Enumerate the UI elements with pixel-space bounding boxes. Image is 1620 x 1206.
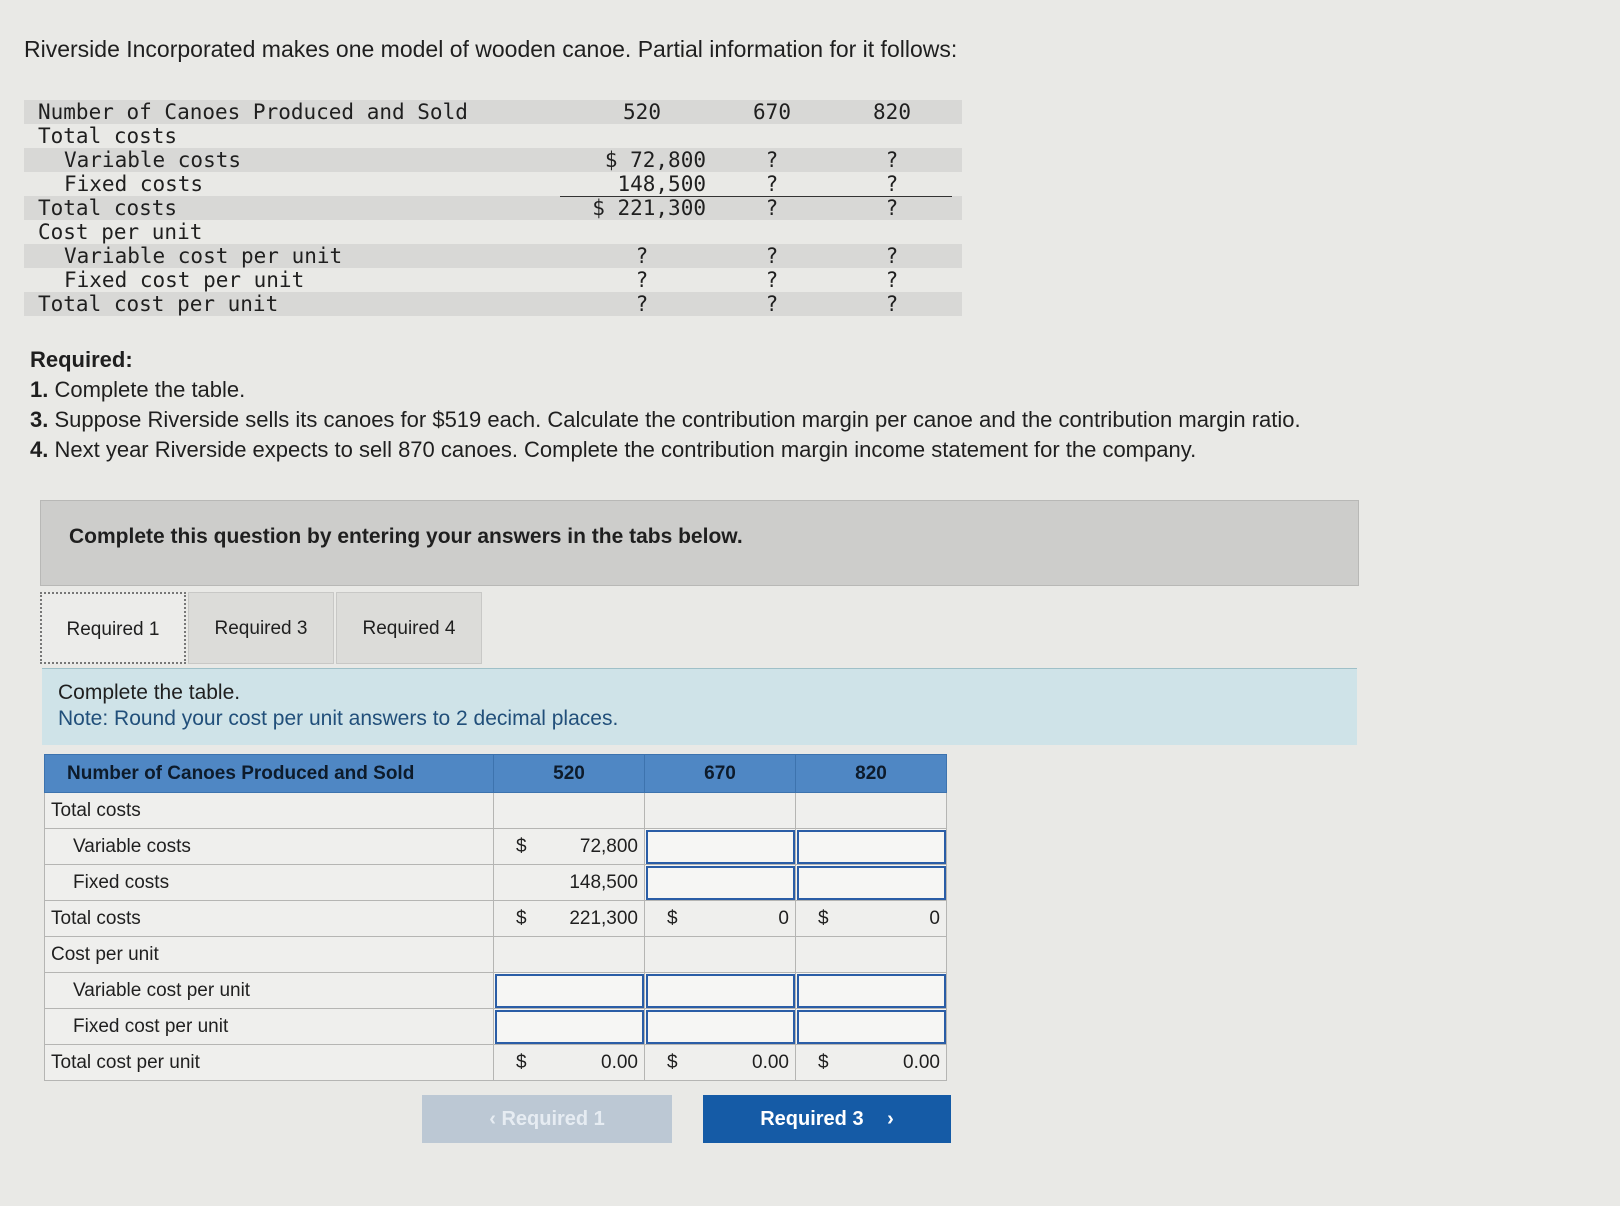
- row-label: Fixed costs: [45, 865, 494, 901]
- tab-required-3[interactable]: Required 3: [188, 592, 334, 664]
- given-value: $ 221,300: [592, 196, 706, 220]
- given-label: Total cost per unit: [38, 292, 279, 316]
- given-col-670: 670: [753, 100, 791, 124]
- instruction-text: Complete this question by entering your answers in the tabs below.: [69, 525, 743, 548]
- var-cpu-520-input[interactable]: [494, 973, 645, 1009]
- total-cpu-520: $ 0.00: [494, 1045, 645, 1081]
- given-col-820: 820: [873, 100, 911, 124]
- given-row: [24, 220, 962, 244]
- intro-text: Riverside Incorporated makes one model of wooden canoe. Partial information for it follows:: [24, 36, 958, 62]
- prev-button[interactable]: [422, 1095, 672, 1143]
- variable-costs-520: $ 72,800: [494, 829, 645, 865]
- answer-header-label: Number of Canoes Produced and Sold: [45, 755, 494, 793]
- given-row: [24, 172, 962, 196]
- answer-header-520: 520: [494, 755, 645, 793]
- answer-table: [44, 754, 947, 1081]
- given-row: [24, 292, 962, 316]
- given-label: Total costs: [38, 196, 178, 220]
- note-line-1: Complete the table.: [58, 681, 241, 704]
- tab-required-4[interactable]: Required 4: [336, 592, 482, 664]
- tab-bar: [40, 592, 484, 664]
- given-value: ?: [765, 292, 779, 316]
- given-table: [24, 100, 962, 316]
- given-value: ?: [885, 244, 899, 268]
- total-costs-820: $ 0: [796, 901, 947, 937]
- instruction-banner: [40, 500, 1359, 586]
- given-value: ?: [885, 292, 899, 316]
- given-row: [24, 244, 962, 268]
- table-row: [45, 1045, 947, 1081]
- table-row: [45, 793, 947, 829]
- note-box: [42, 668, 1357, 745]
- table-row: [45, 937, 947, 973]
- row-label: Fixed cost per unit: [45, 1009, 494, 1045]
- given-row: [24, 124, 962, 148]
- table-row: [45, 829, 947, 865]
- given-header-label: Number of Canoes Produced and Sold: [38, 100, 468, 124]
- row-label: Cost per unit: [45, 937, 494, 973]
- required-section: [30, 345, 1301, 465]
- table-row: [45, 901, 947, 937]
- given-value: ?: [765, 268, 779, 292]
- total-cpu-820: $ 0.00: [796, 1045, 947, 1081]
- row-label: Total costs: [45, 901, 494, 937]
- total-cpu-670: $ 0.00: [645, 1045, 796, 1081]
- fixed-cpu-820-input[interactable]: [796, 1009, 947, 1045]
- row-label: Variable costs: [45, 829, 494, 865]
- required-item: 4. Next year Riverside expects to sell 870 canoes. Complete the contribution margin income statement for the company.: [30, 437, 1197, 462]
- chevron-right-icon: ›: [887, 1108, 894, 1130]
- given-row: [24, 196, 962, 220]
- given-value: ?: [765, 148, 779, 172]
- given-label: Total costs: [38, 124, 178, 148]
- table-row: [45, 973, 947, 1009]
- required-item: 3. Suppose Riverside sells its canoes for $519 each. Calculate the contribution margin per canoe and the contribution margin ratio.: [30, 407, 1301, 432]
- given-label: Variable costs: [64, 148, 242, 172]
- given-value: ?: [885, 172, 899, 196]
- fixed-costs-820-input[interactable]: [796, 865, 947, 901]
- given-value: ?: [885, 268, 899, 292]
- total-costs-520: $ 221,300: [494, 901, 645, 937]
- row-label: Total cost per unit: [45, 1045, 494, 1081]
- variable-costs-670-input[interactable]: [645, 829, 796, 865]
- next-button-label: Required 3: [760, 1108, 864, 1130]
- given-label: Variable cost per unit: [64, 244, 343, 268]
- required-title: Required:: [30, 347, 133, 372]
- given-col-520: 520: [623, 100, 661, 124]
- var-cpu-820-input[interactable]: [796, 973, 947, 1009]
- chevron-left-icon: ‹: [489, 1108, 496, 1130]
- prev-button-label: Required 1: [501, 1108, 605, 1130]
- fixed-cpu-520-input[interactable]: [494, 1009, 645, 1045]
- given-value: ?: [765, 196, 779, 220]
- answer-header-row: [45, 755, 947, 793]
- next-button[interactable]: [703, 1095, 951, 1143]
- required-item: 1. Complete the table.: [30, 377, 246, 402]
- var-cpu-670-input[interactable]: [645, 973, 796, 1009]
- given-label: Fixed costs: [64, 172, 204, 196]
- table-row: [45, 1009, 947, 1045]
- tab-required-1[interactable]: Required 1: [40, 592, 186, 664]
- given-row: [24, 268, 962, 292]
- given-value: ?: [765, 244, 779, 268]
- row-label: Variable cost per unit: [45, 973, 494, 1009]
- row-label: Total costs: [45, 793, 494, 829]
- total-costs-670: $ 0: [645, 901, 796, 937]
- fixed-cpu-670-input[interactable]: [645, 1009, 796, 1045]
- given-value: ?: [885, 148, 899, 172]
- given-value: ?: [765, 172, 779, 196]
- note-line-2: Note: Round your cost per unit answers to 2 decimal places.: [58, 707, 619, 730]
- table-row: [45, 865, 947, 901]
- given-value: ?: [885, 196, 899, 220]
- given-value: $ 72,800: [604, 148, 706, 172]
- fixed-costs-520: 148,500: [494, 865, 645, 901]
- fixed-costs-670-input[interactable]: [645, 865, 796, 901]
- variable-costs-820-input[interactable]: [796, 829, 947, 865]
- given-header-row: [24, 100, 962, 124]
- given-value: ?: [635, 292, 649, 316]
- given-row: [24, 148, 962, 172]
- given-label: Fixed cost per unit: [64, 268, 305, 292]
- given-value: ?: [635, 244, 649, 268]
- given-value: 148,500: [617, 172, 706, 196]
- answer-header-820: 820: [796, 755, 947, 793]
- given-value: ?: [635, 268, 649, 292]
- answer-header-670: 670: [645, 755, 796, 793]
- given-label: Cost per unit: [38, 220, 203, 244]
